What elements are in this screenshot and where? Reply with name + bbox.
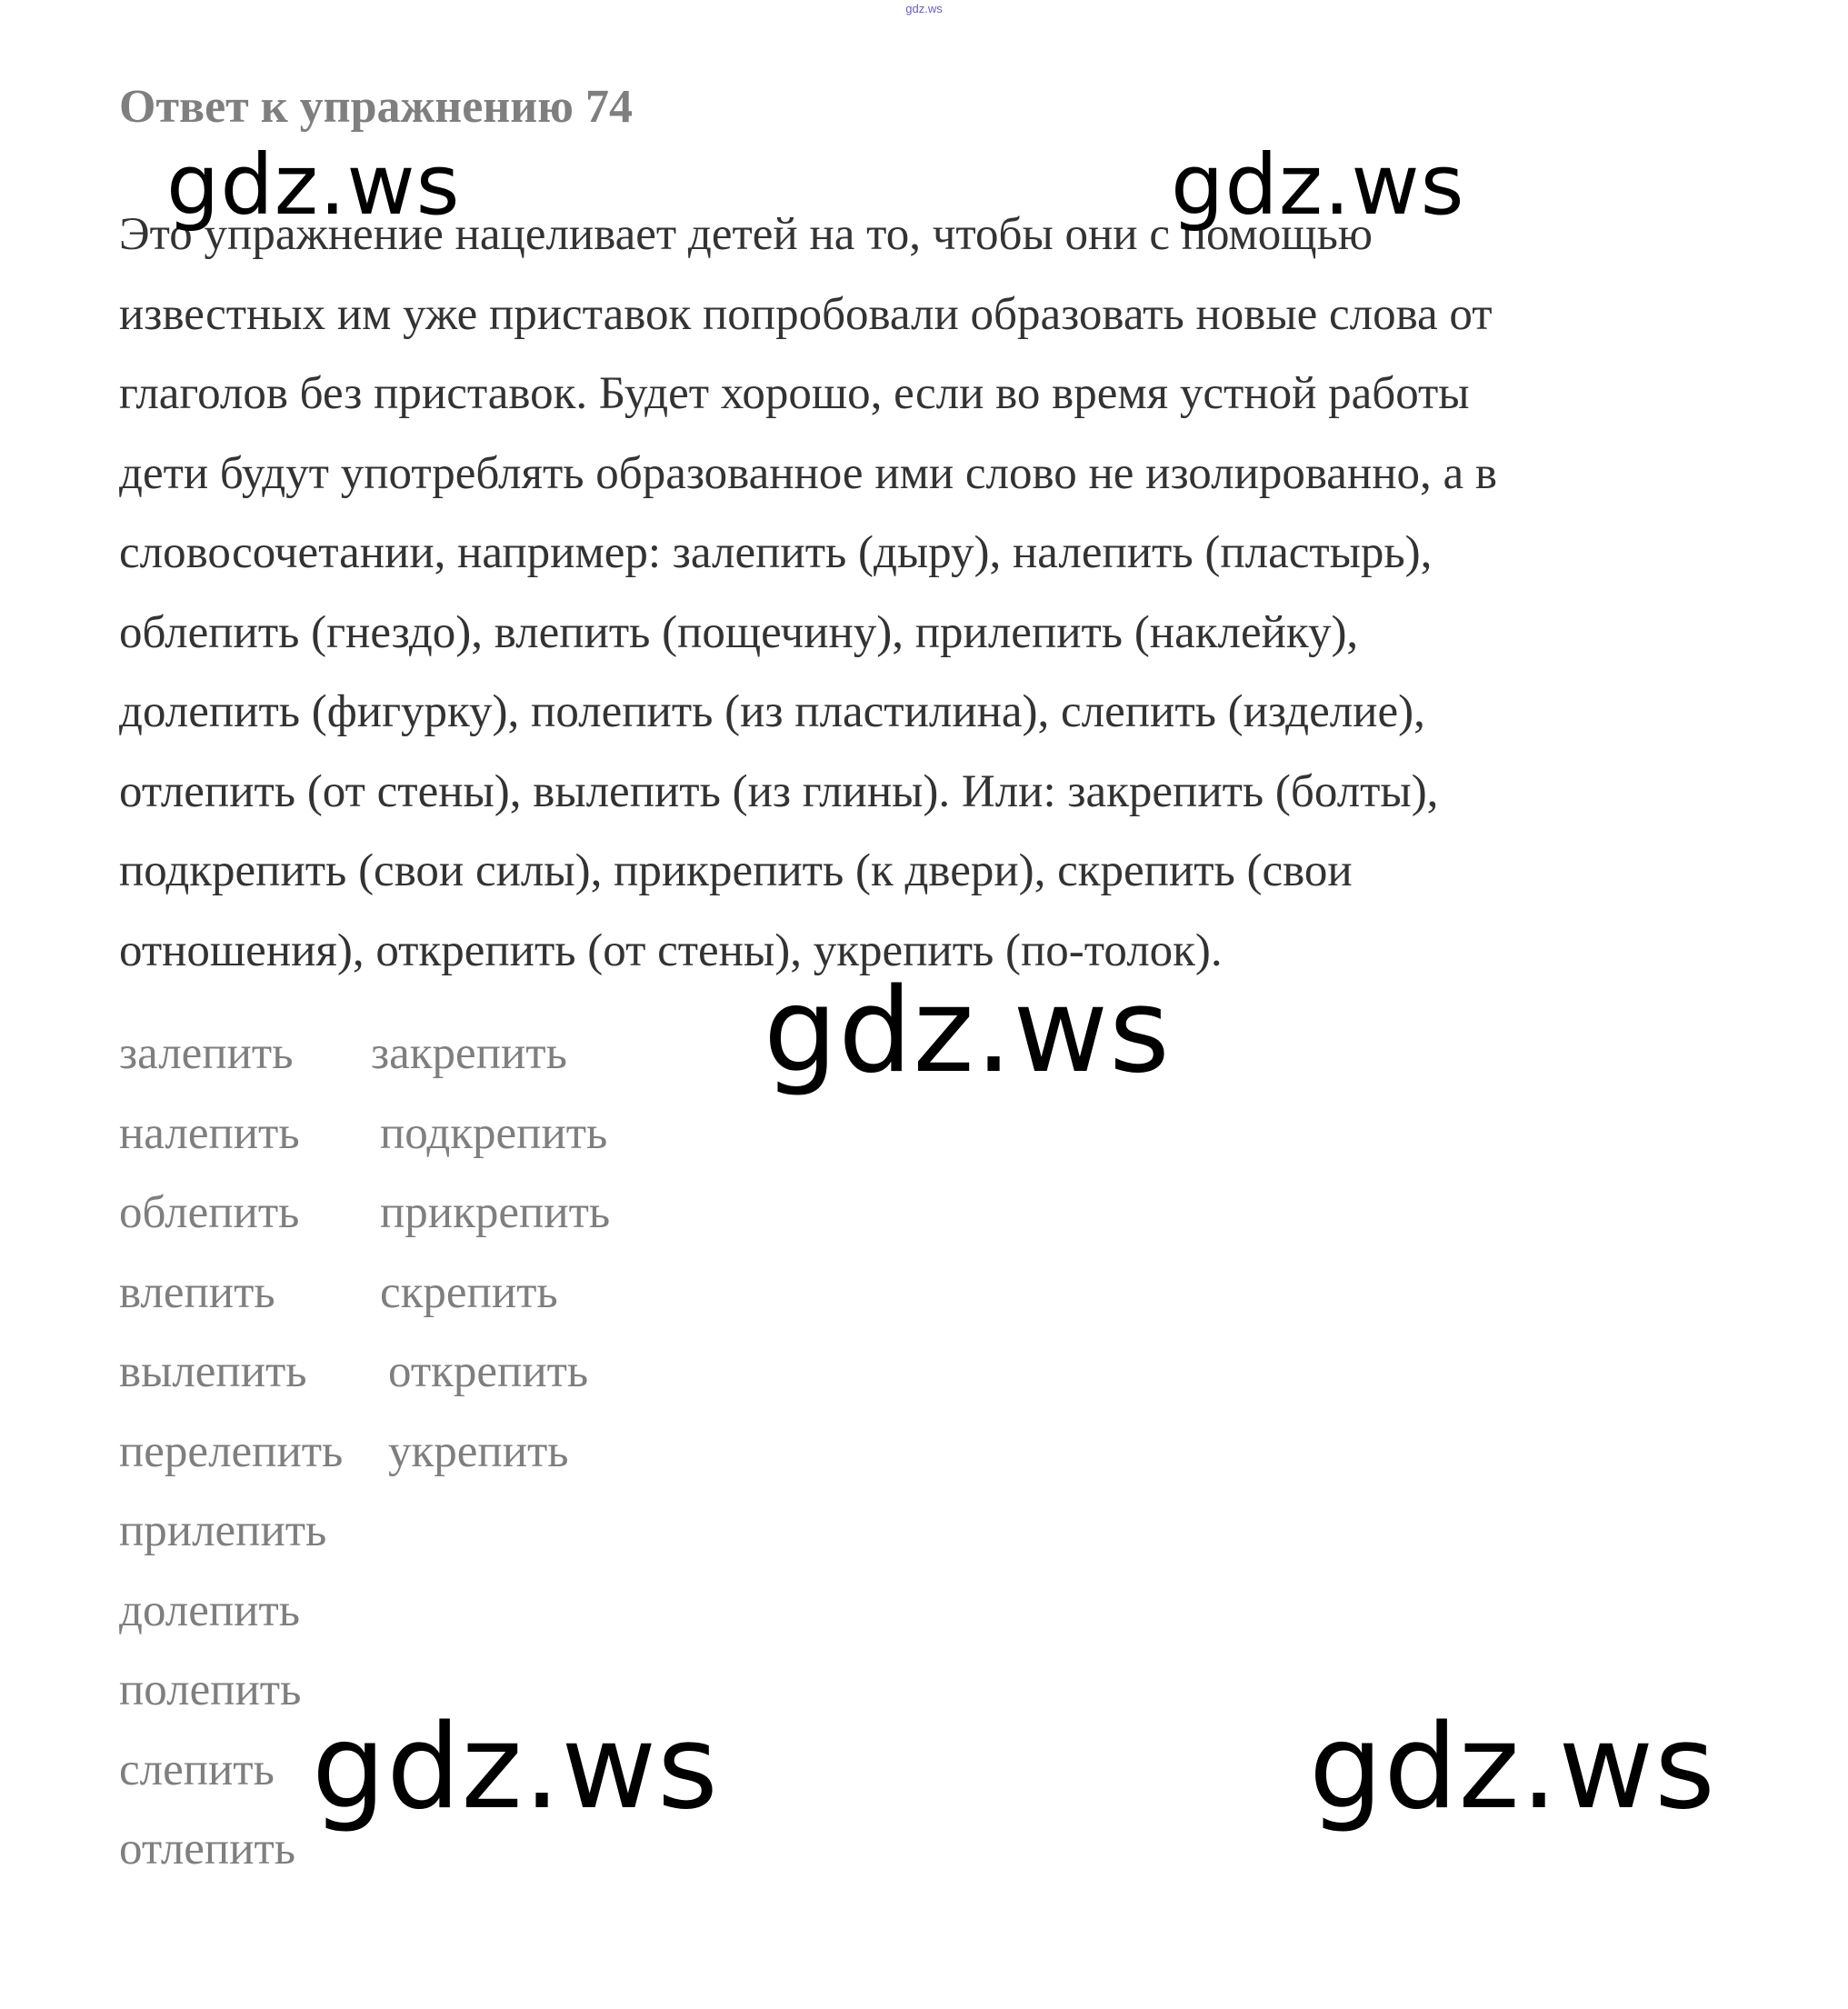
word-lepit: слепить [119,1744,275,1795]
paragraph-line: облепить (гнездо), влепить (пощечину), прилепить (наклейку), [119,606,1359,658]
word-lepit: отлепить [119,1824,296,1874]
paragraph-line: известных им уже приставок попробовали образовать новые слова от [119,288,1493,340]
word-krepit: укрепить [388,1425,569,1477]
paragraph-line: Это упражнение нацеливает детей на то, чтобы они с помощью [119,209,1373,260]
word-row [119,1572,755,1652]
word-row [119,1014,755,1094]
paragraph-line: подкрепить (свои силы), прикрепить (к двери), скрепить (свои [119,845,1353,896]
watermark: gdz.ws [1309,1700,1716,1835]
word-krepit: скрепить [380,1266,558,1318]
paragraph-line: отношения), открепить (от стены), укрепить (по-толок). [119,925,1223,976]
word-lepit: полепить [119,1664,302,1715]
paragraph-line: отлепить (от стены), вылепить (из глины). Или: закрепить (болты), [119,765,1439,817]
answer-paragraph [119,195,1755,991]
word-lepit: залепить [119,1028,294,1079]
word-lepit: вылепить [119,1346,307,1397]
page-title: Ответ к упражнению 74 [119,81,633,133]
word-lepit: налепить [119,1107,300,1159]
paragraph-line: глаголов без приставок. Будет хорошо, если во время устной работы [119,368,1470,419]
word-row [119,1174,755,1254]
watermark: gdz.ws [166,136,461,234]
word-lepit: облепить [119,1187,300,1238]
word-row [119,1492,755,1572]
word-lepit: долепить [119,1584,300,1636]
watermark: gdz.ws [312,1700,719,1835]
watermark: gdz.ws [1171,136,1465,234]
paragraph-line: словосочетании, например: залепить (дыру), налепить (пластырь), [119,527,1433,578]
word-krepit: закрепить [371,1028,567,1079]
paragraph-line: дети будут употреблять образованное ими слово не изолированно, а в [119,447,1497,499]
word-row [119,1254,755,1334]
word-row [119,1333,755,1413]
word-lepit: прилепить [119,1505,327,1556]
word-krepit: открепить [388,1346,589,1397]
word-krepit: подкрепить [380,1107,608,1159]
word-row [119,1413,755,1493]
word-row [119,1094,755,1174]
watermark: gdz.ws [764,964,1171,1099]
word-lepit: влепить [119,1266,275,1318]
site-link[interactable]: gdz.ws [905,2,943,15]
paragraph-line: долепить (фигурку), полепить (из пластилина), слепить (изделие), [119,686,1425,737]
word-lepit: перелепить [119,1425,344,1477]
word-krepit: прикрепить [380,1187,611,1238]
